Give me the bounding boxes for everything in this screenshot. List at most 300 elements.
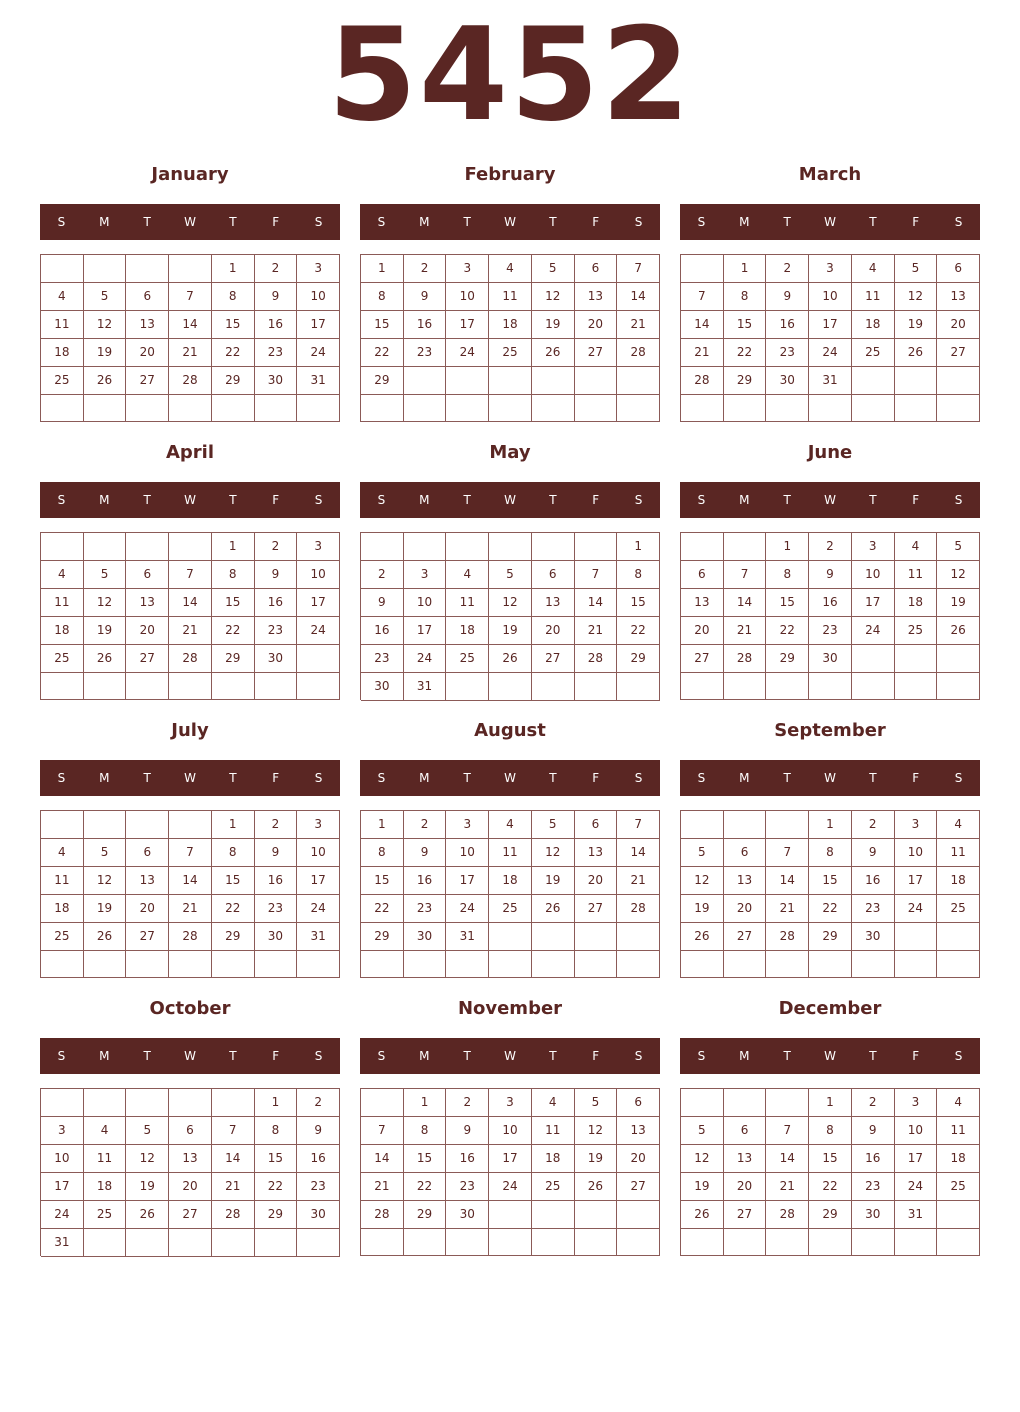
day-cell: 26: [937, 617, 980, 645]
day-cell: 24: [809, 339, 852, 367]
weekday-header: [40, 1038, 340, 1074]
day-cell: 5: [84, 839, 127, 867]
month-june: [680, 442, 980, 702]
day-cell: 24: [852, 617, 895, 645]
day-cell: 19: [681, 1173, 724, 1201]
empty-cell: [255, 1229, 298, 1257]
day-cell: 16: [255, 867, 298, 895]
empty-cell: [724, 1229, 767, 1256]
day-cell: 25: [84, 1201, 127, 1229]
empty-cell: [575, 923, 618, 951]
day-grid: [680, 532, 980, 700]
empty-cell: [937, 923, 980, 951]
month-october: [40, 998, 340, 1258]
day-cell: 1: [361, 255, 404, 283]
weekday-label: S: [377, 771, 386, 785]
day-cell: 17: [297, 867, 340, 895]
empty-cell: [404, 951, 447, 978]
day-cell: 15: [617, 589, 660, 617]
weekday-label: S: [314, 1049, 323, 1063]
empty-cell: [212, 673, 255, 700]
day-cell: 20: [126, 339, 169, 367]
day-cell: 7: [724, 561, 767, 589]
day-cell: 5: [681, 1117, 724, 1145]
day-cell: 17: [404, 617, 447, 645]
month-january: [40, 164, 340, 424]
day-cell: 11: [852, 283, 895, 311]
day-grid: [360, 532, 660, 700]
empty-cell: [255, 673, 298, 700]
empty-cell: [852, 395, 895, 422]
day-cell: 14: [169, 589, 212, 617]
day-cell: 24: [895, 1173, 938, 1201]
day-cell: 29: [724, 367, 767, 395]
empty-cell: [489, 533, 532, 561]
weekday-label: W: [184, 1049, 196, 1063]
day-cell: 9: [255, 561, 298, 589]
day-cell: 12: [575, 1117, 618, 1145]
weekday-label: T: [463, 1049, 471, 1063]
weekday-label: W: [824, 771, 836, 785]
empty-cell: [617, 367, 660, 395]
day-cell: 23: [255, 617, 298, 645]
weekday-label: W: [824, 215, 836, 229]
weekday-label: W: [824, 1049, 836, 1063]
day-cell: 20: [681, 617, 724, 645]
empty-cell: [489, 367, 532, 395]
day-cell: 30: [297, 1201, 340, 1229]
day-cell: 5: [895, 255, 938, 283]
empty-cell: [212, 395, 255, 422]
day-cell: 9: [361, 589, 404, 617]
day-cell: 11: [446, 589, 489, 617]
month-may: [360, 442, 660, 702]
weekday-label: T: [463, 771, 471, 785]
day-cell: 10: [489, 1117, 532, 1145]
day-cell: 11: [84, 1145, 127, 1173]
day-cell: 2: [852, 811, 895, 839]
empty-cell: [575, 1229, 618, 1256]
empty-cell: [489, 395, 532, 422]
day-cell: 27: [126, 367, 169, 395]
weekday-label: M: [419, 1049, 430, 1063]
day-cell: 14: [212, 1145, 255, 1173]
day-cell: 21: [617, 311, 660, 339]
empty-cell: [446, 951, 489, 978]
weekday-label: S: [697, 1049, 706, 1063]
day-cell: 24: [489, 1173, 532, 1201]
empty-cell: [852, 367, 895, 395]
day-cell: 2: [404, 811, 447, 839]
day-cell: 9: [446, 1117, 489, 1145]
month-november: [360, 998, 660, 1258]
empty-cell: [212, 1089, 255, 1117]
day-cell: 21: [212, 1173, 255, 1201]
day-cell: 9: [852, 1117, 895, 1145]
empty-cell: [169, 673, 212, 700]
empty-cell: [809, 951, 852, 978]
empty-cell: [489, 673, 532, 701]
day-cell: 18: [895, 589, 938, 617]
empty-cell: [532, 673, 575, 701]
day-grid: [40, 1088, 340, 1256]
day-cell: 27: [126, 645, 169, 673]
day-cell: 22: [404, 1173, 447, 1201]
empty-cell: [766, 811, 809, 839]
empty-cell: [126, 1089, 169, 1117]
empty-cell: [532, 395, 575, 422]
empty-cell: [446, 1229, 489, 1256]
day-cell: 13: [126, 311, 169, 339]
empty-cell: [169, 811, 212, 839]
empty-cell: [532, 367, 575, 395]
day-cell: 2: [809, 533, 852, 561]
day-cell: 1: [809, 811, 852, 839]
day-cell: 13: [575, 283, 618, 311]
weekday-label: F: [272, 493, 280, 507]
empty-cell: [169, 395, 212, 422]
day-cell: 21: [169, 895, 212, 923]
month-march: [680, 164, 980, 424]
day-cell: 4: [937, 1089, 980, 1117]
day-cell: 12: [681, 867, 724, 895]
weekday-label: S: [954, 771, 963, 785]
day-cell: 25: [937, 895, 980, 923]
weekday-label: W: [504, 493, 516, 507]
day-cell: 15: [361, 867, 404, 895]
empty-cell: [681, 951, 724, 978]
day-cell: 11: [41, 589, 84, 617]
day-grid: [360, 254, 660, 422]
day-cell: 3: [297, 811, 340, 839]
day-cell: 9: [255, 283, 298, 311]
empty-cell: [895, 395, 938, 422]
day-cell: 30: [809, 645, 852, 673]
weekday-header: [360, 760, 660, 796]
weekday-label: T: [783, 771, 791, 785]
day-cell: 30: [852, 923, 895, 951]
day-cell: 5: [681, 839, 724, 867]
day-cell: 17: [446, 311, 489, 339]
day-cell: 27: [724, 923, 767, 951]
day-cell: 22: [724, 339, 767, 367]
day-cell: 12: [84, 867, 127, 895]
day-cell: 18: [489, 867, 532, 895]
weekday-label: S: [57, 771, 66, 785]
weekday-label: S: [634, 493, 643, 507]
weekday-label: M: [99, 493, 110, 507]
day-cell: 7: [361, 1117, 404, 1145]
day-cell: 21: [766, 1173, 809, 1201]
weekday-label: T: [783, 493, 791, 507]
day-cell: 20: [724, 895, 767, 923]
empty-cell: [766, 1089, 809, 1117]
empty-cell: [41, 811, 84, 839]
day-cell: 23: [852, 895, 895, 923]
weekday-label: T: [143, 771, 151, 785]
empty-cell: [766, 673, 809, 700]
weekday-label: M: [419, 493, 430, 507]
weekday-label: M: [419, 215, 430, 229]
empty-cell: [681, 395, 724, 422]
day-cell: 13: [681, 589, 724, 617]
weekday-label: W: [504, 1049, 516, 1063]
day-cell: 28: [681, 367, 724, 395]
day-cell: 30: [255, 923, 298, 951]
empty-cell: [255, 951, 298, 978]
weekday-label: S: [954, 493, 963, 507]
day-cell: 14: [361, 1145, 404, 1173]
day-cell: 28: [169, 645, 212, 673]
day-cell: 8: [617, 561, 660, 589]
empty-cell: [724, 673, 767, 700]
day-cell: 27: [575, 339, 618, 367]
empty-cell: [84, 811, 127, 839]
weekday-label: T: [869, 493, 877, 507]
weekday-label: F: [272, 1049, 280, 1063]
empty-cell: [532, 923, 575, 951]
empty-cell: [41, 951, 84, 978]
day-cell: 13: [617, 1117, 660, 1145]
weekday-label: F: [912, 1049, 920, 1063]
empty-cell: [575, 395, 618, 422]
empty-cell: [361, 1089, 404, 1117]
day-cell: 23: [766, 339, 809, 367]
day-cell: 4: [895, 533, 938, 561]
weekday-label: S: [954, 1049, 963, 1063]
empty-cell: [489, 951, 532, 978]
weekday-label: T: [549, 771, 557, 785]
empty-cell: [724, 533, 767, 561]
day-cell: 16: [852, 867, 895, 895]
day-cell: 20: [575, 867, 618, 895]
day-cell: 22: [361, 895, 404, 923]
day-cell: 5: [937, 533, 980, 561]
day-cell: 22: [766, 617, 809, 645]
day-cell: 23: [297, 1173, 340, 1201]
day-cell: 4: [489, 255, 532, 283]
weekday-label: S: [57, 215, 66, 229]
weekday-label: W: [504, 771, 516, 785]
day-cell: 12: [895, 283, 938, 311]
day-cell: 2: [404, 255, 447, 283]
day-cell: 2: [766, 255, 809, 283]
day-cell: 23: [404, 339, 447, 367]
weekday-header: [680, 760, 980, 796]
empty-cell: [937, 951, 980, 978]
day-cell: 25: [489, 895, 532, 923]
empty-cell: [84, 395, 127, 422]
empty-cell: [532, 1229, 575, 1256]
day-cell: 18: [84, 1173, 127, 1201]
day-cell: 12: [84, 589, 127, 617]
day-cell: 19: [681, 895, 724, 923]
day-cell: 22: [361, 339, 404, 367]
day-cell: 11: [41, 867, 84, 895]
weekday-header: [40, 204, 340, 240]
day-cell: 31: [41, 1229, 84, 1257]
day-cell: 10: [297, 283, 340, 311]
day-cell: 10: [895, 1117, 938, 1145]
day-cell: 10: [446, 283, 489, 311]
day-cell: 6: [126, 839, 169, 867]
weekday-label: S: [697, 493, 706, 507]
day-cell: 7: [681, 283, 724, 311]
empty-cell: [681, 255, 724, 283]
day-cell: 19: [937, 589, 980, 617]
day-cell: 16: [809, 589, 852, 617]
day-cell: 2: [361, 561, 404, 589]
day-cell: 16: [404, 867, 447, 895]
day-cell: 10: [852, 561, 895, 589]
day-cell: 30: [446, 1201, 489, 1229]
day-cell: 29: [361, 367, 404, 395]
day-cell: 14: [681, 311, 724, 339]
month-august: [360, 720, 660, 980]
weekday-header: [360, 1038, 660, 1074]
weekday-label: S: [314, 215, 323, 229]
day-cell: 15: [809, 867, 852, 895]
day-cell: 15: [361, 311, 404, 339]
day-cell: 28: [766, 1201, 809, 1229]
day-cell: 13: [126, 589, 169, 617]
weekday-label: M: [739, 771, 750, 785]
empty-cell: [937, 367, 980, 395]
day-cell: 9: [852, 839, 895, 867]
weekday-label: T: [463, 493, 471, 507]
weekday-label: W: [824, 493, 836, 507]
day-cell: 7: [617, 255, 660, 283]
day-cell: 1: [617, 533, 660, 561]
empty-cell: [617, 395, 660, 422]
weekday-header: [360, 204, 660, 240]
day-cell: 9: [809, 561, 852, 589]
empty-cell: [84, 951, 127, 978]
day-cell: 28: [575, 645, 618, 673]
empty-cell: [617, 1229, 660, 1256]
day-cell: 7: [169, 561, 212, 589]
day-cell: 6: [126, 283, 169, 311]
day-cell: 10: [404, 589, 447, 617]
day-cell: 25: [41, 923, 84, 951]
day-cell: 29: [361, 923, 404, 951]
day-cell: 29: [404, 1201, 447, 1229]
day-cell: 31: [297, 367, 340, 395]
day-cell: 2: [255, 533, 298, 561]
weekday-label: S: [634, 215, 643, 229]
empty-cell: [41, 255, 84, 283]
day-cell: 16: [446, 1145, 489, 1173]
day-cell: 20: [575, 311, 618, 339]
month-title: June: [807, 442, 853, 463]
month-title: January: [151, 164, 229, 185]
empty-cell: [489, 1229, 532, 1256]
weekday-label: S: [697, 215, 706, 229]
day-cell: 9: [404, 283, 447, 311]
empty-cell: [575, 533, 618, 561]
day-cell: 11: [532, 1117, 575, 1145]
day-cell: 30: [766, 367, 809, 395]
day-cell: 28: [724, 645, 767, 673]
month-april: [40, 442, 340, 702]
empty-cell: [169, 951, 212, 978]
day-cell: 24: [446, 339, 489, 367]
weekday-label: S: [377, 1049, 386, 1063]
day-cell: 22: [255, 1173, 298, 1201]
day-cell: 29: [617, 645, 660, 673]
day-cell: 15: [724, 311, 767, 339]
empty-cell: [446, 533, 489, 561]
day-cell: 14: [617, 283, 660, 311]
empty-cell: [126, 811, 169, 839]
day-cell: 26: [489, 645, 532, 673]
weekday-label: T: [869, 1049, 877, 1063]
day-cell: 17: [809, 311, 852, 339]
day-cell: 3: [404, 561, 447, 589]
empty-cell: [212, 951, 255, 978]
empty-cell: [169, 1229, 212, 1257]
day-cell: 9: [255, 839, 298, 867]
empty-cell: [681, 673, 724, 700]
empty-cell: [126, 395, 169, 422]
empty-cell: [126, 951, 169, 978]
empty-cell: [852, 645, 895, 673]
day-cell: 9: [404, 839, 447, 867]
empty-cell: [404, 1229, 447, 1256]
empty-cell: [126, 673, 169, 700]
day-cell: 21: [361, 1173, 404, 1201]
empty-cell: [255, 395, 298, 422]
day-cell: 11: [489, 839, 532, 867]
month-title: October: [149, 998, 231, 1019]
day-cell: 15: [212, 867, 255, 895]
day-cell: 21: [617, 867, 660, 895]
day-cell: 29: [212, 923, 255, 951]
day-cell: 20: [126, 895, 169, 923]
day-cell: 3: [297, 255, 340, 283]
weekday-label: S: [377, 215, 386, 229]
day-cell: 15: [255, 1145, 298, 1173]
month-title: March: [798, 164, 862, 185]
day-cell: 20: [937, 311, 980, 339]
weekday-label: W: [184, 215, 196, 229]
empty-cell: [404, 533, 447, 561]
day-cell: 18: [532, 1145, 575, 1173]
day-cell: 18: [937, 1145, 980, 1173]
day-cell: 13: [937, 283, 980, 311]
day-cell: 8: [361, 283, 404, 311]
day-cell: 23: [255, 895, 298, 923]
empty-cell: [84, 673, 127, 700]
weekday-label: S: [634, 1049, 643, 1063]
weekday-label: T: [549, 493, 557, 507]
day-cell: 8: [212, 839, 255, 867]
day-cell: 28: [617, 895, 660, 923]
day-cell: 20: [724, 1173, 767, 1201]
day-cell: 2: [852, 1089, 895, 1117]
empty-cell: [766, 951, 809, 978]
empty-cell: [126, 533, 169, 561]
day-cell: 6: [169, 1117, 212, 1145]
day-cell: 27: [126, 923, 169, 951]
day-cell: 25: [937, 1173, 980, 1201]
weekday-label: W: [184, 493, 196, 507]
weekday-label: T: [143, 1049, 151, 1063]
day-cell: 14: [617, 839, 660, 867]
empty-cell: [212, 1229, 255, 1257]
day-cell: 16: [255, 589, 298, 617]
empty-cell: [724, 951, 767, 978]
